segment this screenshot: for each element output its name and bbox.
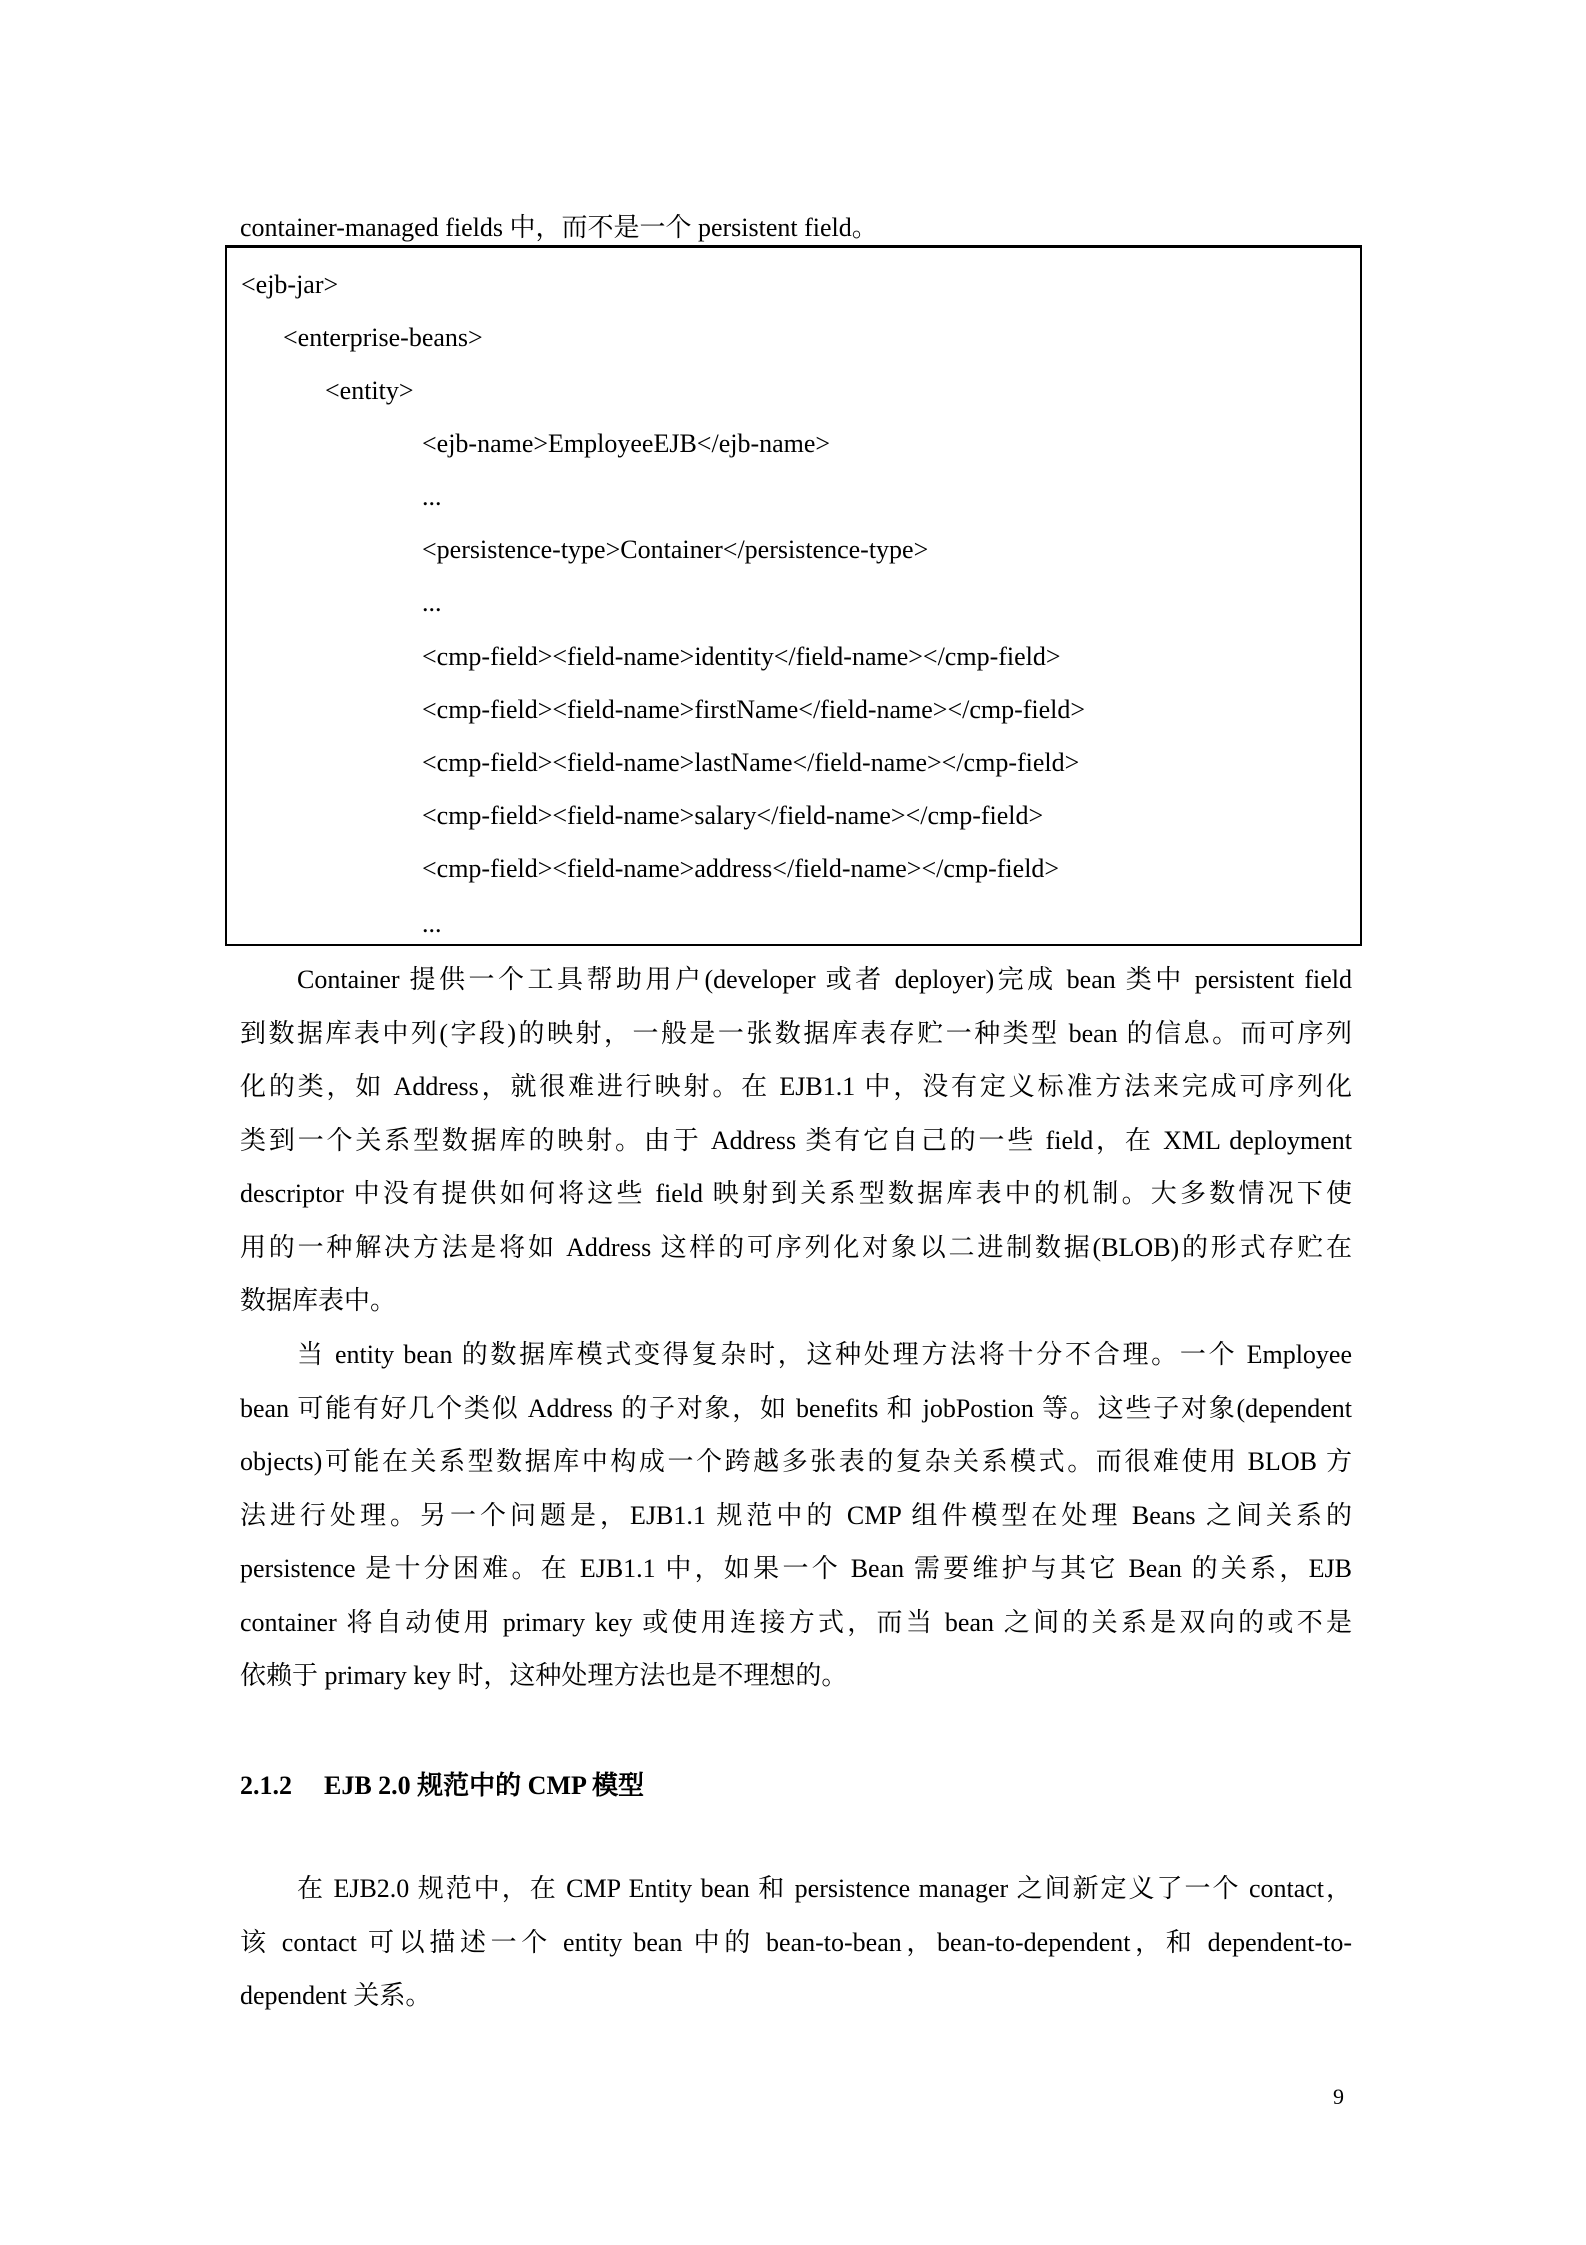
paragraph-line: container 将自动使用 primary key 或使用连接方式，而当 bean 之间的关系是双向的或不是 [240,1607,1352,1637]
paragraph-line: 用的一种解决方法是将如 Address 这样的可序列化对象以二进制数据(BLOB)的形式存贮在 [240,1232,1352,1262]
code-line: <persistence-type>Container</persistence-type> [422,535,929,564]
code-line: <cmp-field><field-name>salary</field-name></cmp-field> [422,801,1044,830]
paragraph-line: bean 可能有好几个类似 Address 的子对象，如 benefits 和 jobPostion 等。这些子对象(dependent [240,1393,1352,1423]
section-number: 2.1.2 [240,1771,292,1800]
paragraph-line: persistence 是十分困难。在 EJB1.1 中，如果一个 Bean 需要维护与其它 Bean 的关系，EJB [240,1554,1352,1583]
paragraph-line: 法进行处理。另一个问题是，EJB1.1 规范中的 CMP 组件模型在处理 Beans 之间关系的 [240,1500,1352,1530]
paragraph-line: objects)可能在关系型数据库中构成一个跨越多张表的复杂关系模式。而很难使用 BLOB 方 [240,1447,1352,1476]
code-line: ... [422,909,442,938]
paragraph-line: 化的类，如 Address，就很难进行映射。在 EJB1.1 中，没有定义标准方法来完成可序列化 [240,1072,1352,1101]
paragraph-line: 在 EJB2.0 规范中，在 CMP Entity bean 和 persistence manager 之间新定义了一个 contact， [297,1874,1352,1903]
code-line: <ejb-jar> [241,270,339,299]
section-title: EJB 2.0 规范中的 CMP 模型 [324,1771,644,1800]
paragraph-line: Container 提供一个工具帮助用户(developer 或者 deployer)完成 bean 类中 persistent field [297,965,1352,994]
paragraph-line: dependent 关系。 [240,1981,432,2010]
code-line: <cmp-field><field-name>firstName</field-name></cmp-field> [422,695,1086,724]
paragraph-line: descriptor 中没有提供如何将这些 field 映射到关系型数据库表中的机制。大多数情况下使 [240,1179,1352,1208]
paragraph-line: 数据库表中。 [240,1286,397,1315]
paragraph-line: 到数据库表中列(字段)的映射，一般是一张数据库表存贮一种类型 bean 的信息。而可序列 [240,1018,1352,1048]
code-block [225,245,1362,946]
section-heading [240,1765,644,1802]
intro-line: container-managed fields 中，而不是一个 persistent field。 [240,213,878,242]
code-line: <cmp-field><field-name>identity</field-name></cmp-field> [422,642,1061,671]
paragraph-line: 当 entity bean 的数据库模式变得复杂时，这种处理方法将十分不合理。一个 Employee [297,1340,1352,1369]
code-line: <enterprise-beans> [283,323,483,352]
paragraph-line: 该 contact 可以描述一个 entity bean 中的 bean-to-bean，bean-to-dependent，和 dependent-to- [240,1927,1352,1957]
paragraph-complex-schema [240,1328,1352,1703]
code-line: <ejb-name>EmployeeEJB</ejb-name> [422,429,831,458]
paragraph-line: 类到一个关系型数据库的映射。由于 Address 类有它自己的一些 field，在 XML deployment [240,1125,1352,1155]
code-line: <cmp-field><field-name>address</field-name></cmp-field> [422,854,1060,883]
code-line: <entity> [325,376,414,405]
paragraph-ejb20-contract [240,1862,1352,2023]
code-line: <cmp-field><field-name>lastName</field-name></cmp-field> [422,748,1080,777]
paragraph-line: 依赖于 primary key 时，这种处理方法也是不理想的。 [240,1661,848,1690]
paragraph-container-mapping [240,953,1352,1328]
code-line: ... [422,482,442,511]
page-number: 9 [1333,2084,1344,2109]
code-line: ... [422,588,442,617]
